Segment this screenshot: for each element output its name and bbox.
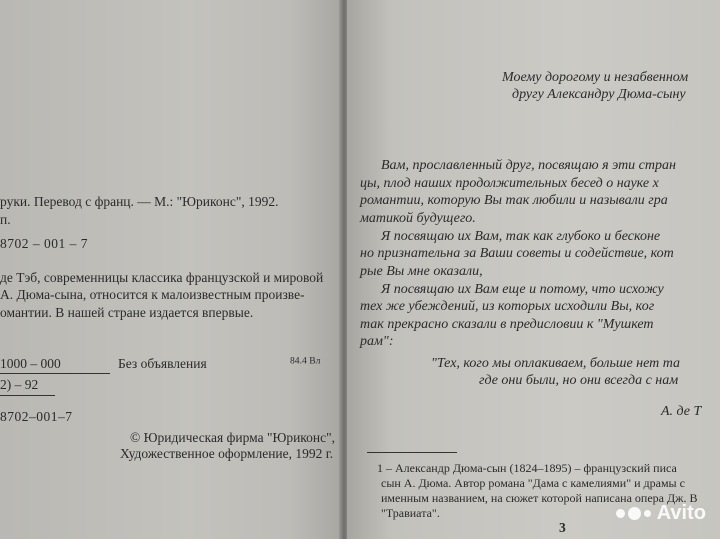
body-line: тех же убеждений, из которых исходили Вы, ког (360, 299, 655, 314)
footnote-line: сын А. Дюма. Автор романа "Дама с камелиями" и драмы с (381, 476, 685, 490)
footnote-line: 1 – Александр Дюма-сын (1824–1895) – французский писа (377, 461, 677, 475)
footnote-rule (367, 452, 457, 453)
body-line: матикой будущего. (360, 211, 476, 226)
body-line: но признательна за Ваши советы и содействие, кот (360, 246, 674, 261)
body-line: романтии, которую Вы так любили и называли гра (360, 193, 668, 208)
left-line: омантии. В нашей стране издается впервые. (0, 305, 254, 320)
left-line: де Тэб, современницы классика французской и мировой (0, 270, 324, 285)
body-line: Я посвящаю их Вам еще и потому, что исхожу (381, 282, 664, 297)
dedication-line: Моему дорогому и незабвенном (502, 70, 689, 85)
left-line: 84.4 Вл (290, 354, 321, 366)
dedication-line: другу Александру Дюма-сыну (512, 87, 686, 102)
body-line: рые Вы мне оказали, (360, 264, 483, 279)
divider (0, 373, 110, 374)
body-line: рам": (360, 334, 394, 349)
body-line: Я посвящаю их Вам, так как глубоко и бесконе (381, 229, 661, 244)
left-line: Без объявления (118, 356, 207, 371)
left-page (0, 0, 341, 539)
avito-logo-icon (616, 507, 651, 520)
left-line: 1000 – 000 (0, 356, 61, 371)
footnote-line: "Травиата". (381, 506, 440, 520)
body-line: цы, плод наших продолжительных бесед о науке х (360, 176, 659, 191)
left-line: руки. Перевод с франц. — М.: "Юриконс", 1992. (0, 194, 279, 209)
page-number: 3 (559, 520, 566, 535)
left-line: 2) – 92 (0, 377, 39, 392)
body-line: так прекрасно сказали в предисловии к "Мушкет (360, 317, 654, 332)
left-line: А. Дюма-сына, относится к малоизвестным произве- (0, 287, 305, 302)
avito-watermark (616, 502, 706, 525)
signature-line: А. де Т (661, 404, 702, 419)
footnote-line: именным названием, на сюжет которой написана опера Дж. В (381, 491, 698, 505)
body-line: "Тех, кого мы оплакиваем, больше нет та (431, 356, 681, 371)
left-line: 8702 – 001 – 7 (0, 236, 88, 251)
left-line: 8702–001–7 (0, 409, 73, 424)
left-line: п. (0, 212, 11, 227)
body-line: Вам, прославленный друг, посвящаю я эти стран (381, 158, 676, 173)
watermark-text: Avito (656, 502, 706, 524)
divider (0, 395, 55, 396)
left-line: © Юридическая фирма "Юриконс", (130, 430, 336, 445)
body-line: где они были, но они всегда с нам (479, 373, 679, 388)
left-line: Художественное оформление, 1992 г. (120, 446, 334, 461)
right-page (347, 0, 720, 539)
